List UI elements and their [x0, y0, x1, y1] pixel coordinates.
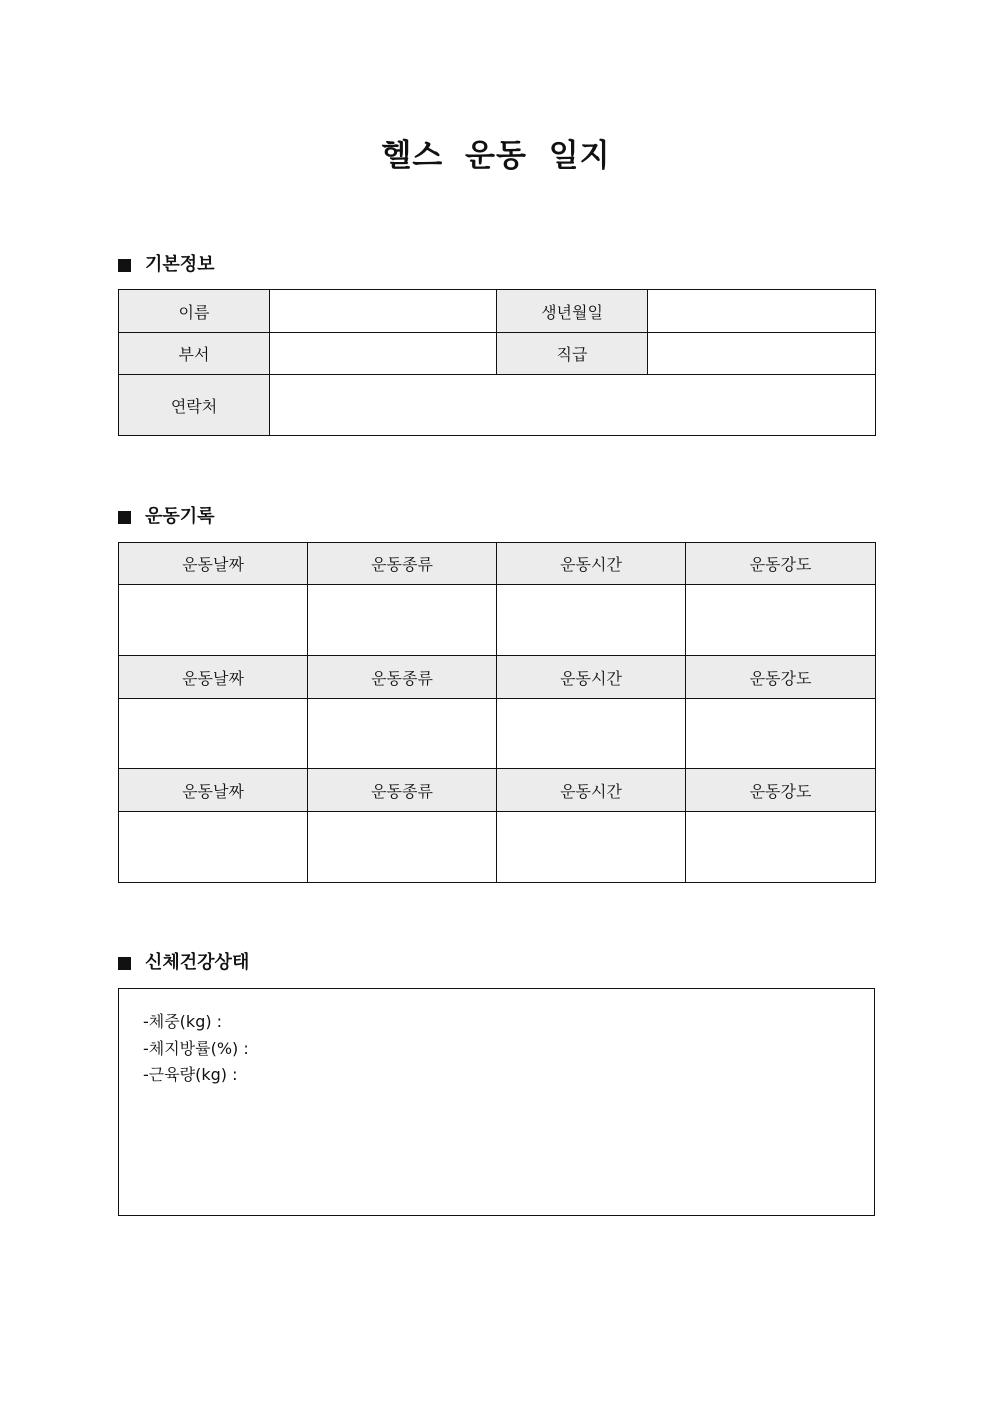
exercise-log-heading	[118, 504, 215, 530]
square-bullet-icon	[118, 259, 131, 272]
name-label: 이름	[119, 290, 270, 333]
entry-intensity-cell[interactable]	[686, 699, 876, 769]
basic-info-table	[118, 289, 876, 436]
entry-date-cell[interactable]	[119, 585, 308, 656]
column-header-type: 운동종류	[308, 769, 497, 812]
department-value-cell[interactable]	[270, 333, 497, 375]
basic-info-heading-text: 기본정보	[145, 254, 215, 275]
health-status-heading-text: 신체건강상태	[145, 952, 250, 973]
weight-line: -체중(kg) :	[143, 1012, 223, 1031]
department-label: 부서	[119, 333, 270, 375]
entry-duration-cell[interactable]	[497, 585, 686, 656]
square-bullet-icon	[118, 957, 131, 970]
column-header-duration: 운동시간	[497, 543, 686, 585]
muscle-mass-line: -근육량(kg) :	[143, 1065, 238, 1084]
contact-label: 연락처	[119, 375, 270, 436]
entry-date-cell[interactable]	[119, 699, 308, 769]
column-header-date: 운동날짜	[119, 543, 308, 585]
column-header-intensity: 운동강도	[686, 656, 876, 699]
basic-info-heading	[118, 252, 215, 278]
name-value-cell[interactable]	[270, 290, 497, 333]
birthdate-label: 생년월일	[497, 290, 648, 333]
column-header-intensity: 운동강도	[686, 769, 876, 812]
position-label: 직급	[497, 333, 648, 375]
contact-value-cell[interactable]	[270, 375, 876, 436]
column-header-type: 운동종류	[308, 543, 497, 585]
health-status-box[interactable]	[118, 988, 875, 1216]
entry-type-cell[interactable]	[308, 699, 497, 769]
entry-type-cell[interactable]	[308, 585, 497, 656]
entry-type-cell[interactable]	[308, 812, 497, 883]
birthdate-value-cell[interactable]	[648, 290, 876, 333]
column-header-type: 운동종류	[308, 656, 497, 699]
column-header-date: 운동날짜	[119, 656, 308, 699]
column-header-intensity: 운동강도	[686, 543, 876, 585]
body-fat-line: -체지방률(%) :	[143, 1038, 249, 1058]
document-title: 헬스 운동 일지	[381, 138, 611, 174]
health-status-heading	[118, 950, 249, 976]
entry-duration-cell[interactable]	[497, 699, 686, 769]
entry-intensity-cell[interactable]	[686, 585, 876, 656]
entry-intensity-cell[interactable]	[686, 812, 876, 883]
position-value-cell[interactable]	[648, 333, 876, 375]
column-header-duration: 운동시간	[497, 656, 686, 699]
exercise-log-heading-text: 운동기록	[145, 506, 215, 527]
square-bullet-icon	[118, 511, 131, 524]
exercise-log-table	[118, 542, 876, 883]
column-header-date: 운동날짜	[119, 769, 308, 812]
entry-duration-cell[interactable]	[497, 812, 686, 883]
entry-date-cell[interactable]	[119, 812, 308, 883]
column-header-duration: 운동시간	[497, 769, 686, 812]
